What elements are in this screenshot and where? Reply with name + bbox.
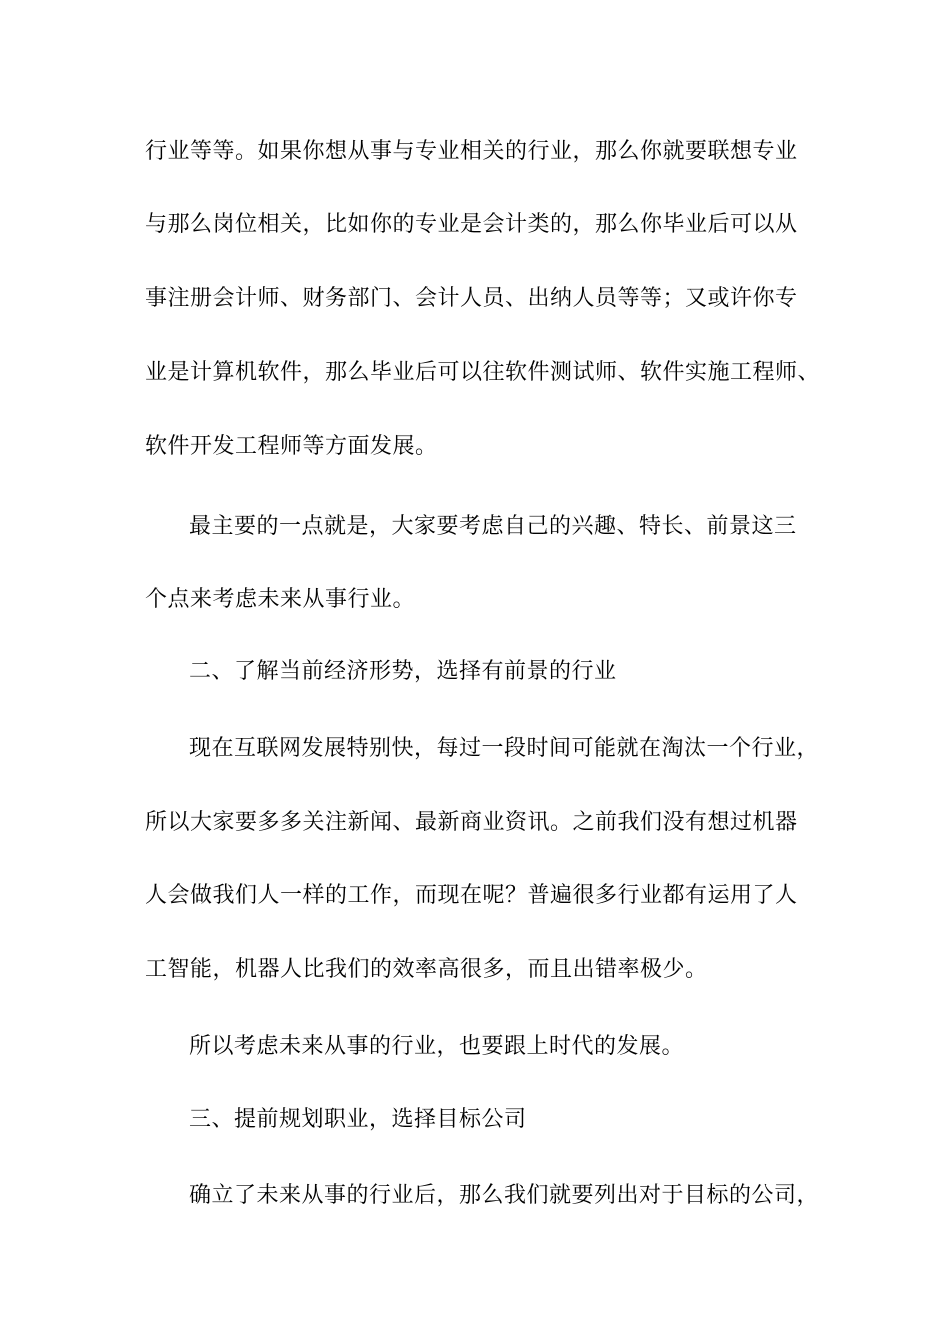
paragraph-line: 所以考虑未来从事的行业，也要跟上时代的发展。 [189,1034,685,1059]
section-heading: 二、了解当前经济形势，选择有前景的行业 [189,659,617,684]
paragraph-line: 确立了未来从事的行业后，那么我们就要列出对于目标的公司， [189,1183,820,1208]
paragraph-line: 人会做我们人一样的工作，而现在呢？普遍很多行业都有运用了人 [145,883,798,908]
paragraph-line: 最主要的一点就是，大家要考虑自己的兴趣、特长、前景这三 [189,514,797,539]
paragraph-line: 事注册会计师、财务部门、会计人员、出纳人员等等；又或许你专 [145,286,798,311]
paragraph-line: 与那么岗位相关，比如你的专业是会计类的，那么你毕业后可以从 [145,212,798,237]
paragraph-line: 业是计算机软件，那么毕业后可以往软件测试师、软件实施工程师、 [145,360,821,385]
section-heading: 三、提前规划职业，选择目标公司 [189,1107,527,1132]
paragraph-line: 软件开发工程师等方面发展。 [145,434,438,459]
paragraph-line: 所以大家要多多关注新闻、最新商业资讯。之前我们没有想过机器 [145,810,798,835]
paragraph-line: 行业等等。如果你想从事与专业相关的行业，那么你就要联想专业 [145,139,798,164]
paragraph-line: 个点来考虑未来从事行业。 [145,587,416,612]
paragraph-line: 工智能，机器人比我们的效率高很多，而且出错率极少。 [145,957,708,982]
paragraph-line: 现在互联网发展特别快，每过一段时间可能就在淘汰一个行业， [189,736,820,761]
